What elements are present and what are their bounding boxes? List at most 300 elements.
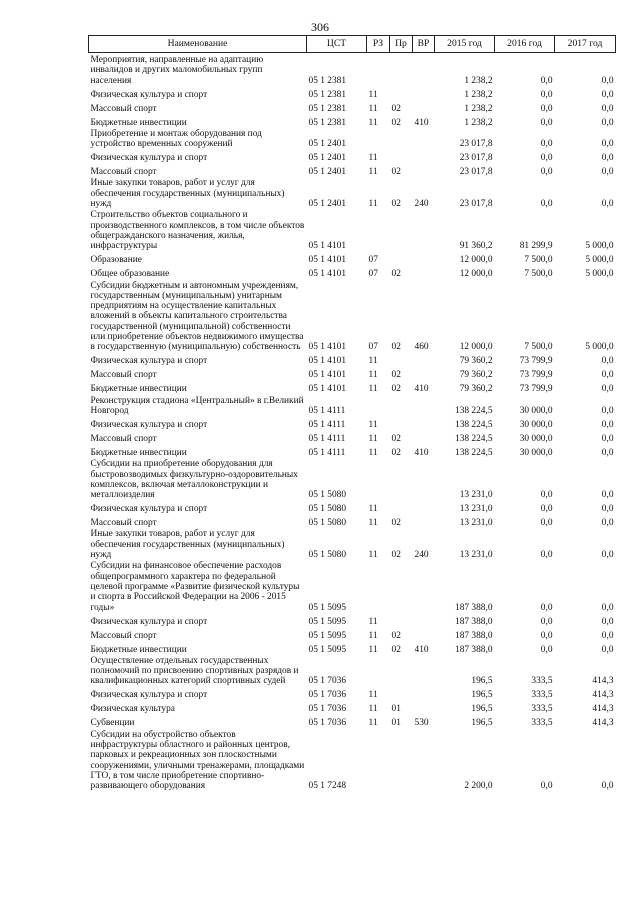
table-row <box>89 353 616 367</box>
table-row <box>89 266 616 280</box>
cell-2017: 0,0 <box>601 370 614 381</box>
table-row <box>89 395 616 417</box>
cell-cst: 05 1 4101 <box>308 241 346 252</box>
cell-rz: 11 <box>368 518 378 529</box>
cell-rz <box>367 729 390 792</box>
cell-rz <box>367 128 390 150</box>
cell-name: Массовый спорт <box>90 167 157 178</box>
cell-cst: 05 1 4111 <box>308 405 346 416</box>
cell-rz: 11 <box>368 89 378 100</box>
table-row <box>89 280 616 353</box>
cell-2016: 0,0 <box>540 89 553 100</box>
cell-name: Субсидии бюджетным и автономным учреждениям, государственным (муниципальным) унитарным предприятиям на осуществление капитальных вложений в объекты капитального строительства государственной (муниципальной) собственности или приобретение объектов недвижимого имущества в государственную (муниципальную) собственность <box>90 280 304 353</box>
cell-rz: 11 <box>368 704 378 715</box>
cell-rz: 11 <box>368 550 378 561</box>
table-row <box>89 514 616 528</box>
cell-2015: 1 238,2 <box>464 89 493 100</box>
cell-vr <box>413 163 435 177</box>
cell-cst: 05 1 5080 <box>308 518 346 529</box>
cell-vr: 410 <box>414 117 429 128</box>
cell-vr <box>413 149 435 163</box>
cell-pr: 02 <box>391 384 401 395</box>
cell-2017: 0,0 <box>601 117 614 128</box>
cell-2017: 5 000,0 <box>585 255 614 266</box>
column-header-vr: ВР <box>413 36 435 53</box>
cell-2017: 0,0 <box>601 405 614 416</box>
cell-2015: 1 238,2 <box>464 117 493 128</box>
cell-2016: 333,5 <box>531 690 553 701</box>
table-row <box>89 416 616 430</box>
cell-rz: 11 <box>368 356 378 367</box>
cell-cst: 05 1 7248 <box>308 781 346 792</box>
cell-2015: 79 360,2 <box>459 356 493 367</box>
cell-name: Бюджетные инвестиции <box>90 447 187 458</box>
cell-vr <box>413 416 435 430</box>
cell-2016: 0,0 <box>540 167 553 178</box>
cell-name: Строительство объектов социального и производственного комплексов, в том числе объектов общегражданского назначения, жилья, инфраструктуры <box>90 210 305 252</box>
cell-2016: 73 799,9 <box>519 384 553 395</box>
cell-2017: 0,0 <box>601 616 614 627</box>
cell-rz: 11 <box>368 644 378 655</box>
cell-2015: 196,5 <box>471 676 493 687</box>
cell-pr: 02 <box>391 199 401 210</box>
cell-vr <box>413 655 435 687</box>
cell-cst: 05 1 7036 <box>308 690 346 701</box>
cell-rz: 11 <box>368 718 378 729</box>
table-row <box>89 430 616 444</box>
cell-vr <box>413 687 435 701</box>
cell-2017: 0,0 <box>601 490 614 501</box>
table-body <box>89 53 616 792</box>
cell-vr: 530 <box>414 718 429 729</box>
cell-cst: 05 1 5095 <box>308 616 346 627</box>
cell-cst: 05 1 4101 <box>308 356 346 367</box>
cell-2016: 0,0 <box>540 781 553 792</box>
cell-rz: 11 <box>368 153 378 164</box>
cell-pr: 02 <box>391 167 401 178</box>
column-header-2017: 2017 год <box>555 36 616 53</box>
cell-rz <box>367 53 390 86</box>
cell-pr <box>390 53 413 86</box>
cell-vr <box>413 430 435 444</box>
cell-name: Физическая культура <box>90 704 175 715</box>
cell-vr <box>413 100 435 114</box>
cell-pr: 02 <box>391 644 401 655</box>
cell-pr: 01 <box>391 718 401 729</box>
cell-cst: 05 1 2381 <box>308 89 346 100</box>
cell-2015: 91 360,2 <box>459 241 493 252</box>
cell-2017: 0,0 <box>601 518 614 529</box>
cell-name: Иные закупки товаров, работ и услуг для обеспечения государственных (муниципальных) нужд <box>90 178 285 210</box>
table-row <box>89 252 616 266</box>
cell-name: Осуществление отдельных государственных полномочий по присвоению спортивных разрядов и квалификационных категорий спортивных судей <box>90 655 299 687</box>
cell-pr: 02 <box>391 518 401 529</box>
table-row <box>89 655 616 687</box>
cell-name: Массовый спорт <box>90 103 157 114</box>
cell-2015: 2 200,0 <box>464 781 493 792</box>
cell-rz: 11 <box>368 384 378 395</box>
cell-2017: 5 000,0 <box>585 241 614 252</box>
cell-2015: 13 231,0 <box>459 504 493 515</box>
cell-pr <box>390 416 413 430</box>
cell-name: Физическая культура и спорт <box>90 153 208 164</box>
cell-cst: 05 1 2381 <box>308 75 346 86</box>
cell-name: Физическая культура и спорт <box>90 616 208 627</box>
cell-name: Приобретение и монтаж оборудования под устройство временных сооружений <box>90 128 262 150</box>
cell-2017: 0,0 <box>601 550 614 561</box>
cell-name: Массовый спорт <box>90 370 157 381</box>
cell-2016: 0,0 <box>540 630 553 641</box>
cell-pr: 02 <box>391 103 401 114</box>
cell-cst: 05 1 4111 <box>308 433 346 444</box>
table-row <box>89 381 616 395</box>
cell-pr: 02 <box>391 550 401 561</box>
cell-pr <box>390 687 413 701</box>
table-row <box>89 114 616 128</box>
table-row <box>89 367 616 381</box>
cell-rz <box>367 458 390 500</box>
cell-2016: 7 500,0 <box>524 342 553 353</box>
cell-rz <box>367 395 390 417</box>
cell-cst: 05 1 7036 <box>308 718 346 729</box>
table-row <box>89 627 616 641</box>
cell-2015: 23 017,8 <box>459 199 493 210</box>
cell-rz: 11 <box>368 616 378 627</box>
cell-2016: 30 000,0 <box>519 419 553 430</box>
table-row <box>89 560 616 612</box>
cell-vr <box>413 128 435 150</box>
table-header <box>89 36 616 53</box>
cell-vr: 240 <box>414 199 429 210</box>
cell-rz: 07 <box>368 342 378 353</box>
cell-2015: 1 238,2 <box>464 103 493 114</box>
cell-2017: 0,0 <box>601 139 614 150</box>
cell-pr <box>390 353 413 367</box>
cell-2015: 23 017,8 <box>459 139 493 150</box>
cell-2015: 13 231,0 <box>459 490 493 501</box>
cell-rz: 11 <box>368 419 378 430</box>
cell-cst: 05 1 5095 <box>308 644 346 655</box>
cell-name: Бюджетные инвестиции <box>90 644 187 655</box>
cell-2015: 138 224,5 <box>455 419 493 430</box>
cell-rz: 11 <box>368 504 378 515</box>
cell-name: Мероприятия, направленные на адаптацию инвалидов и других маломобильных групп населения <box>90 55 264 86</box>
table-row <box>89 53 616 86</box>
cell-rz: 11 <box>368 167 378 178</box>
cell-vr <box>413 266 435 280</box>
cell-name: Бюджетные инвестиции <box>90 384 187 395</box>
cell-2015: 196,5 <box>471 718 493 729</box>
cell-2016: 333,5 <box>531 718 553 729</box>
cell-2017: 0,0 <box>601 356 614 367</box>
cell-rz: 11 <box>368 103 378 114</box>
cell-2016: 0,0 <box>540 199 553 210</box>
cell-2015: 187 388,0 <box>455 630 493 641</box>
cell-vr <box>413 209 435 251</box>
cell-2017: 0,0 <box>601 419 614 430</box>
column-header-rz: РЗ <box>367 36 390 53</box>
column-header-2016: 2016 год <box>495 36 555 53</box>
cell-pr <box>390 149 413 163</box>
cell-name: Физическая культура и спорт <box>90 690 208 701</box>
cell-vr: 240 <box>414 550 429 561</box>
cell-cst: 05 1 2381 <box>308 117 346 128</box>
cell-cst: 05 1 4111 <box>308 447 346 458</box>
cell-vr <box>413 353 435 367</box>
cell-pr <box>390 86 413 100</box>
column-header-cst: ЦСТ <box>307 36 367 53</box>
cell-2016: 0,0 <box>540 75 553 86</box>
cell-name: Субсидии на обустройство объектов инфраструктуры областного и районных центров, парковых и рекреационных зон плоскостными сооружениями, уличными тренажерами, площадками ГТО, в том числе приобретение спортивно-развивающего оборудования <box>90 729 305 792</box>
cell-name: Субсидии на приобретение оборудования для быстровозводимых физкультурно-оздоровительных комплексов, включая металлоконструкции и металлоизделия <box>90 459 298 501</box>
cell-2017: 0,0 <box>601 384 614 395</box>
cell-pr <box>390 458 413 500</box>
cell-rz: 11 <box>368 199 378 210</box>
cell-2016: 0,0 <box>540 139 553 150</box>
cell-2016: 73 799,9 <box>519 356 553 367</box>
column-header-pr: Пр <box>390 36 413 53</box>
cell-pr: 02 <box>391 269 401 280</box>
cell-2016: 333,5 <box>531 676 553 687</box>
cell-2017: 5 000,0 <box>585 269 614 280</box>
cell-2016: 0,0 <box>540 550 553 561</box>
cell-vr <box>413 729 435 792</box>
cell-2016: 73 799,9 <box>519 370 553 381</box>
table-row <box>89 177 616 209</box>
cell-pr <box>390 560 413 612</box>
cell-cst: 05 1 4101 <box>308 384 346 395</box>
cell-2015: 79 360,2 <box>459 384 493 395</box>
cell-name: Физическая культура и спорт <box>90 419 208 430</box>
table-row <box>89 701 616 715</box>
cell-2017: 0,0 <box>601 504 614 515</box>
table-row <box>89 163 616 177</box>
cell-2016: 0,0 <box>540 117 553 128</box>
cell-2015: 23 017,8 <box>459 167 493 178</box>
cell-2017: 0,0 <box>601 781 614 792</box>
cell-2016: 0,0 <box>540 490 553 501</box>
cell-rz: 07 <box>368 255 378 266</box>
cell-name: Образование <box>90 255 142 266</box>
cell-vr: 410 <box>414 447 429 458</box>
cell-pr <box>390 729 413 792</box>
cell-2017: 0,0 <box>601 630 614 641</box>
cell-pr: 02 <box>391 433 401 444</box>
table-row <box>89 128 616 150</box>
cell-cst: 05 1 2401 <box>308 167 346 178</box>
cell-cst: 05 1 2381 <box>308 103 346 114</box>
cell-2016: 0,0 <box>540 153 553 164</box>
cell-vr <box>413 613 435 627</box>
cell-2017: 0,0 <box>601 167 614 178</box>
table-row <box>89 458 616 500</box>
cell-pr <box>390 252 413 266</box>
cell-2017: 5 000,0 <box>585 342 614 353</box>
table-row <box>89 528 616 560</box>
table-row <box>89 209 616 251</box>
cell-cst: 05 1 2401 <box>308 153 346 164</box>
cell-2017: 414,3 <box>592 704 614 715</box>
cell-cst: 05 1 5080 <box>308 490 346 501</box>
cell-2015: 196,5 <box>471 704 493 715</box>
cell-rz <box>367 655 390 687</box>
cell-2017: 414,3 <box>592 690 614 701</box>
cell-rz: 11 <box>368 433 378 444</box>
cell-name: Физическая культура и спорт <box>90 356 208 367</box>
cell-cst: 05 1 5080 <box>308 550 346 561</box>
cell-pr <box>390 209 413 251</box>
cell-cst: 05 1 4101 <box>308 269 346 280</box>
cell-2016: 30 000,0 <box>519 405 553 416</box>
cell-2017: 0,0 <box>601 433 614 444</box>
cell-name: Бюджетные инвестиции <box>90 117 187 128</box>
column-header-2015: 2015 год <box>435 36 495 53</box>
cell-2017: 0,0 <box>601 447 614 458</box>
cell-cst: 05 1 4101 <box>308 370 346 381</box>
cell-vr <box>413 395 435 417</box>
cell-2016: 7 500,0 <box>524 255 553 266</box>
cell-rz: 11 <box>368 117 378 128</box>
cell-2016: 0,0 <box>540 518 553 529</box>
cell-2015: 13 231,0 <box>459 550 493 561</box>
table-row <box>89 729 616 792</box>
cell-name: Массовый спорт <box>90 518 157 529</box>
table-row <box>89 500 616 514</box>
cell-cst: 05 1 7036 <box>308 704 346 715</box>
cell-2017: 414,3 <box>592 676 614 687</box>
cell-cst: 05 1 5095 <box>308 630 346 641</box>
cell-pr <box>390 500 413 514</box>
cell-vr <box>413 53 435 86</box>
cell-vr <box>413 701 435 715</box>
column-header-name: Наименование <box>89 36 307 53</box>
cell-2015: 79 360,2 <box>459 370 493 381</box>
table-row <box>89 444 616 458</box>
table-row <box>89 149 616 163</box>
page-number: 306 <box>311 20 329 34</box>
cell-2015: 23 017,8 <box>459 153 493 164</box>
cell-2015: 138 224,5 <box>455 433 493 444</box>
cell-cst: 05 1 4101 <box>308 255 346 266</box>
table-row <box>89 641 616 655</box>
cell-name: Субвенции <box>90 718 135 729</box>
cell-pr <box>390 613 413 627</box>
cell-pr <box>390 128 413 150</box>
cell-2015: 13 231,0 <box>459 518 493 529</box>
cell-rz <box>367 209 390 251</box>
cell-2015: 12 000,0 <box>459 342 493 353</box>
cell-2016: 0,0 <box>540 644 553 655</box>
cell-rz: 07 <box>368 269 378 280</box>
cell-cst: 05 1 7036 <box>308 676 346 687</box>
cell-2016: 0,0 <box>540 616 553 627</box>
cell-2017: 0,0 <box>601 89 614 100</box>
cell-name: Субсидии на финансовое обеспечение расходов общепрограммного характера по федеральной целевой программе «Развитие физической культуры и спорта в Российской Федерации на 2006 - 2015 годы» <box>90 561 300 613</box>
cell-name: Массовый спорт <box>90 630 157 641</box>
cell-cst: 05 1 2401 <box>308 139 346 150</box>
cell-2016: 7 500,0 <box>524 269 553 280</box>
cell-rz: 11 <box>368 370 378 381</box>
cell-pr: 02 <box>391 630 401 641</box>
cell-cst: 05 1 2401 <box>308 199 346 210</box>
budget-table <box>88 35 616 791</box>
cell-name: Физическая культура и спорт <box>90 504 208 515</box>
cell-pr: 02 <box>391 447 401 458</box>
cell-2016: 333,5 <box>531 704 553 715</box>
cell-cst: 05 1 4111 <box>308 419 346 430</box>
cell-vr <box>413 514 435 528</box>
table-row <box>89 86 616 100</box>
cell-2016: 81 299,9 <box>519 241 553 252</box>
cell-2015: 12 000,0 <box>459 269 493 280</box>
cell-2015: 196,5 <box>471 690 493 701</box>
cell-2017: 0,0 <box>601 199 614 210</box>
cell-name: Общее образование <box>90 269 170 280</box>
cell-pr: 02 <box>391 370 401 381</box>
cell-2015: 187 388,0 <box>455 602 493 613</box>
cell-vr <box>413 252 435 266</box>
cell-rz: 11 <box>368 447 378 458</box>
cell-2016: 30 000,0 <box>519 447 553 458</box>
cell-vr: 410 <box>414 644 429 655</box>
cell-2015: 187 388,0 <box>455 644 493 655</box>
cell-2015: 1 238,2 <box>464 75 493 86</box>
cell-cst: 05 1 5095 <box>308 602 346 613</box>
cell-name: Массовый спорт <box>90 433 157 444</box>
cell-pr <box>390 655 413 687</box>
cell-2017: 0,0 <box>601 103 614 114</box>
cell-name: Иные закупки товаров, работ и услуг для обеспечения государственных (муниципальных) нужд <box>90 529 285 561</box>
cell-pr: 02 <box>391 117 401 128</box>
cell-2016: 0,0 <box>540 602 553 613</box>
table-row <box>89 687 616 701</box>
cell-rz: 11 <box>368 690 378 701</box>
cell-vr <box>413 458 435 500</box>
cell-name: Физическая культура и спорт <box>90 89 208 100</box>
cell-rz: 11 <box>368 630 378 641</box>
cell-cst: 05 1 4101 <box>308 342 346 353</box>
cell-2017: 0,0 <box>601 75 614 86</box>
cell-pr: 01 <box>391 704 401 715</box>
cell-pr <box>390 395 413 417</box>
cell-2015: 187 388,0 <box>455 616 493 627</box>
cell-vr <box>413 500 435 514</box>
cell-2016: 0,0 <box>540 504 553 515</box>
cell-2017: 0,0 <box>601 644 614 655</box>
cell-rz <box>367 560 390 612</box>
cell-vr <box>413 627 435 641</box>
cell-2017: 0,0 <box>601 153 614 164</box>
cell-2015: 12 000,0 <box>459 255 493 266</box>
cell-pr: 02 <box>391 342 401 353</box>
cell-2015: 138 224,5 <box>455 405 493 416</box>
cell-2016: 0,0 <box>540 103 553 114</box>
cell-vr <box>413 367 435 381</box>
cell-vr: 460 <box>414 342 429 353</box>
table-row <box>89 613 616 627</box>
table-row <box>89 100 616 114</box>
cell-2017: 0,0 <box>601 602 614 613</box>
cell-vr <box>413 560 435 612</box>
cell-2015: 138 224,5 <box>455 447 493 458</box>
table-row <box>89 715 616 729</box>
cell-2017: 414,3 <box>592 718 614 729</box>
cell-vr: 410 <box>414 384 429 395</box>
cell-cst: 05 1 5080 <box>308 504 346 515</box>
cell-2016: 30 000,0 <box>519 433 553 444</box>
cell-vr <box>413 86 435 100</box>
cell-name: Реконструкция стадиона «Центральный» в г.Великий Новгород <box>90 395 304 416</box>
